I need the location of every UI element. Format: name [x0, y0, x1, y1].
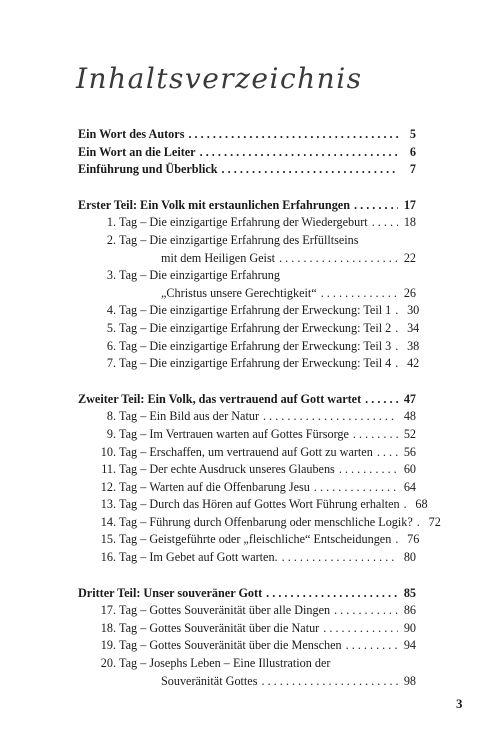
day-label: Tag [119, 479, 138, 494]
day-number: 2. [106, 232, 116, 247]
day-label: Tag [119, 444, 138, 459]
day-label: Tag [119, 268, 138, 283]
dot-leader [395, 320, 401, 338]
day-label: Tag [119, 303, 138, 318]
toc-entry-front-3[interactable] [78, 161, 416, 179]
toc-entry-text: Geistgeführte oder „fleischliche“ Entscheidungen [149, 532, 392, 547]
dot-leader [266, 585, 398, 603]
toc-entry-day-13[interactable]: 13. Tag – Durch das Hören auf Gottes Wort Führung erhalten . . . 68 [78, 496, 416, 514]
toc-entry-day-11[interactable]: 11. Tag – Der echte Ausdruck unseres Glaubens . . . 60 [78, 461, 416, 479]
toc-page-number: 56 [403, 444, 416, 459]
toc-entry-text: Die einzigartige Erfahrung der Erweckung: Teil 4 [149, 356, 392, 371]
toc-entry-day-2[interactable]: 2. Tag – Die einzigartige Erfahrung des Erfülltseins [78, 232, 416, 250]
toc-page-number: 90 [403, 620, 416, 635]
toc-part-heading[interactable] [78, 197, 416, 215]
day-number: 5. [106, 320, 116, 335]
toc-entry-text: Die einzigartige Erfahrung der Erweckung: Teil 3 [149, 338, 392, 353]
toc-page-number: 7 [409, 162, 416, 177]
toc-entry-text: Ein Bild aus der Natur [149, 409, 260, 424]
part-heading-text: Dritter Teil: Unser souveräner Gott [78, 585, 263, 600]
day-number: 8. [106, 409, 116, 424]
toc-entry-day-14[interactable]: 14. Tag – Führung durch Offenbarung oder menschliche Logik? . . . 72 [78, 514, 416, 532]
dot-leader [339, 461, 398, 479]
dot-leader [346, 637, 398, 655]
toc-page-number: 94 [403, 638, 416, 653]
day-number: 20. [100, 656, 116, 671]
toc-entry-continuation: Souveränität Gottes [161, 673, 258, 688]
toc-part-2 [78, 391, 441, 567]
toc-entry-text: Die einzigartige Erfahrung der Erweckung: Teil 1 [149, 303, 392, 318]
toc-page-number: 60 [403, 462, 416, 477]
toc-entry-text: Im Vertrauen warten auf Gottes Fürsorge [149, 426, 349, 441]
toc-page-number: 38 [407, 338, 420, 353]
dot-leader [321, 285, 398, 303]
toc-entry-continuation: „Christus unsere Gerechtigkeit“ [161, 285, 317, 300]
dot-leader [395, 531, 401, 549]
toc-entry-day-9[interactable]: 9. Tag – Im Vertrauen warten auf Gottes Fürsorge . . . 52 [78, 426, 416, 444]
dot-leader [404, 496, 410, 514]
toc-entry-day-15[interactable]: 15. Tag – Geistgeführte oder „fleischliche“ Entscheidungen . . . 76 [78, 531, 416, 549]
toc-entry-day-3[interactable]: 3. Tag – Die einzigartige Erfahrung [78, 267, 416, 285]
toc-entry-text: Erschaffen, um vertrauend auf Gott zu warten [149, 444, 373, 459]
toc-page-number: 85 [403, 585, 416, 600]
toc-page-number: 86 [403, 603, 416, 618]
toc-entry-day-8[interactable]: 8. Tag – Ein Bild aus der Natur . . . 48 [78, 408, 416, 426]
toc-part-3 [78, 585, 416, 691]
toc-entry-day-7[interactable]: 7. Tag – Die einzigartige Erfahrung der Erweckung: Teil 4 . . . 42 [78, 355, 416, 373]
dot-leader [334, 602, 398, 620]
dot-leader [282, 549, 398, 567]
toc-entry-day-19[interactable]: 19. Tag – Gottes Souveränität über die Menschen . . . 94 [78, 637, 416, 655]
day-number: 16. [100, 550, 116, 565]
toc-page-number: 30 [407, 303, 420, 318]
toc-entry-text: Führung durch Offenbarung oder menschliche Logik? [149, 514, 413, 529]
toc-entry-text: Ein Wort an die Leiter [78, 144, 196, 159]
day-label: Tag [119, 532, 138, 547]
toc-entry-text: Gottes Souveränität über die Menschen [149, 638, 342, 653]
toc-entry-day-17[interactable]: 17. Tag – Gottes Souveränität über alle Dingen . . . 86 [78, 602, 416, 620]
day-number: 14. [100, 514, 116, 529]
toc-entry-text: Die einzigartige Erfahrung der Wiedergeburt [149, 215, 368, 230]
toc-entry-text: Die einzigartige Erfahrung der Erweckung: Teil 2 [149, 320, 392, 335]
toc-page-number: 22 [403, 250, 416, 265]
toc-entry-text: Durch das Hören auf Gottes Wort Führung erhalten [149, 497, 400, 512]
day-number: 13. [100, 497, 116, 512]
toc-page-number: 18 [403, 215, 416, 230]
toc-entry-front-2[interactable] [78, 144, 416, 162]
dot-leader [188, 126, 398, 144]
toc-entry-day-20[interactable]: 20. Tag – Josephs Leben – Eine Illustration der [78, 655, 416, 673]
day-number: 7. [106, 356, 116, 371]
dot-leader [395, 338, 401, 356]
dot-leader [323, 620, 398, 638]
day-label: Tag [119, 409, 138, 424]
toc-page-number: 26 [403, 285, 416, 300]
toc-entry-day-3-continued[interactable] [78, 285, 416, 303]
toc-page-number: 76 [407, 532, 420, 547]
dot-leader [261, 673, 398, 691]
toc-part-1 [78, 197, 420, 373]
day-number: 11. [101, 462, 116, 477]
dot-leader [314, 479, 398, 497]
toc-page-number: 42 [407, 356, 420, 371]
toc-entry-day-4[interactable]: 4. Tag – Die einzigartige Erfahrung der Erweckung: Teil 1 . . . 30 [78, 302, 416, 320]
dot-leader [417, 514, 423, 532]
part-heading-text: Zweiter Teil: Ein Volk, das vertrauend auf Gott wartet [78, 391, 362, 406]
toc-entry-text: Die einzigartige Erfahrung [149, 268, 280, 283]
toc-entry-text: Im Gebet auf Gott warten. [149, 550, 278, 565]
day-label: Tag [119, 356, 138, 371]
day-number: 17. [100, 603, 116, 618]
toc-page-number: 47 [403, 391, 416, 406]
toc-entry-front-1[interactable] [78, 126, 416, 144]
toc-entry-text: Einführung und Überblick [78, 162, 218, 177]
toc-entry-day-2-continued[interactable] [78, 250, 416, 268]
day-number: 3. [106, 268, 116, 283]
toc-entry-text: Gottes Souveränität über alle Dingen [149, 603, 331, 618]
day-label: Tag [119, 338, 138, 353]
toc-entry-day-16[interactable]: 16. Tag – Im Gebet auf Gott warten. . . . 80 [78, 549, 416, 567]
toc-entry-text: Warten auf die Offenbarung Jesu [149, 479, 310, 494]
toc-entry-day-20-continued[interactable] [78, 673, 416, 691]
day-number: 10. [100, 444, 116, 459]
toc-entry-continuation: mit dem Heiligen Geist [161, 250, 276, 265]
day-label: Tag [119, 656, 138, 671]
dot-leader [353, 426, 398, 444]
toc-page-number: 64 [403, 479, 416, 494]
toc-entry-day-5[interactable]: 5. Tag – Die einzigartige Erfahrung der Erweckung: Teil 2 . . . 34 [78, 320, 416, 338]
day-number: 6. [106, 338, 116, 353]
dot-leader [395, 302, 401, 320]
toc-entry-day-10[interactable]: 10. Tag – Erschaffen, um vertrauend auf Gott zu warten . . . 56 [78, 444, 416, 462]
dot-leader [279, 250, 398, 268]
table-of-contents [78, 126, 441, 708]
toc-entry-text: Ein Wort des Autors [78, 127, 185, 141]
toc-page-number: 52 [403, 426, 416, 441]
toc-page-number: 48 [403, 409, 416, 424]
part-heading-text: Erster Teil: Ein Volk mit erstaunlichen Erfahrungen [78, 197, 350, 212]
dot-leader [395, 355, 401, 373]
day-number: 15. [100, 532, 116, 547]
day-number: 9. [106, 426, 116, 441]
toc-entry-text: Josephs Leben – Eine Illustration der [149, 656, 331, 671]
toc-page-number: 72 [428, 514, 441, 529]
dot-leader [200, 144, 398, 162]
dot-leader [365, 391, 398, 409]
day-label: Tag [119, 514, 138, 529]
toc-page-number: 17 [403, 197, 416, 212]
toc-entry-day-1[interactable]: 1. Tag – Die einzigartige Erfahrung der Wiedergeburt . . . 18 [78, 214, 416, 232]
toc-page-number: 98 [403, 673, 416, 688]
dot-leader [222, 161, 398, 179]
toc-entry-day-12[interactable]: 12. Tag – Warten auf die Offenbarung Jesu . . . 64 [78, 479, 416, 497]
toc-part-heading[interactable] [78, 391, 416, 409]
dot-leader [372, 214, 398, 232]
toc-page-number: 34 [407, 320, 420, 335]
toc-page-number: 80 [403, 550, 416, 565]
toc-part-heading[interactable] [78, 585, 416, 603]
toc-entry-day-18[interactable]: 18. Tag – Gottes Souveränität über die Natur . . . 90 [78, 620, 416, 638]
toc-entry-text: Der echte Ausdruck unseres Glaubens [149, 462, 335, 477]
day-label: Tag [119, 232, 138, 247]
day-number: 1. [106, 215, 116, 230]
toc-entry-text: Die einzigartige Erfahrung des Erfülltseins [149, 232, 359, 247]
toc-page-number: 6 [409, 144, 416, 159]
day-number: 4. [106, 303, 116, 318]
day-label: Tag [119, 550, 138, 565]
day-number: 18. [100, 620, 116, 635]
day-label: Tag [119, 638, 138, 653]
dot-leader [377, 444, 398, 462]
day-label: Tag [119, 426, 138, 441]
toc-title: Inhaltsverzeichnis [76, 62, 363, 95]
day-label: Tag [119, 603, 138, 618]
page-folio: 3 [456, 696, 463, 711]
toc-front-section [78, 126, 416, 179]
toc-page-number: 68 [415, 497, 428, 512]
dot-leader [354, 197, 398, 215]
day-label: Tag [119, 620, 138, 635]
dot-leader [263, 408, 398, 426]
day-label: Tag [119, 215, 138, 230]
day-label: Tag [119, 462, 138, 477]
toc-page-number: 5 [409, 127, 416, 141]
day-number: 19. [100, 638, 116, 653]
toc-entry-text: Gottes Souveränität über die Natur [149, 620, 320, 635]
toc-entry-day-6[interactable]: 6. Tag – Die einzigartige Erfahrung der Erweckung: Teil 3 . . . 38 [78, 338, 416, 356]
day-label: Tag [119, 320, 138, 335]
day-label: Tag [119, 497, 138, 512]
day-number: 12. [100, 479, 116, 494]
